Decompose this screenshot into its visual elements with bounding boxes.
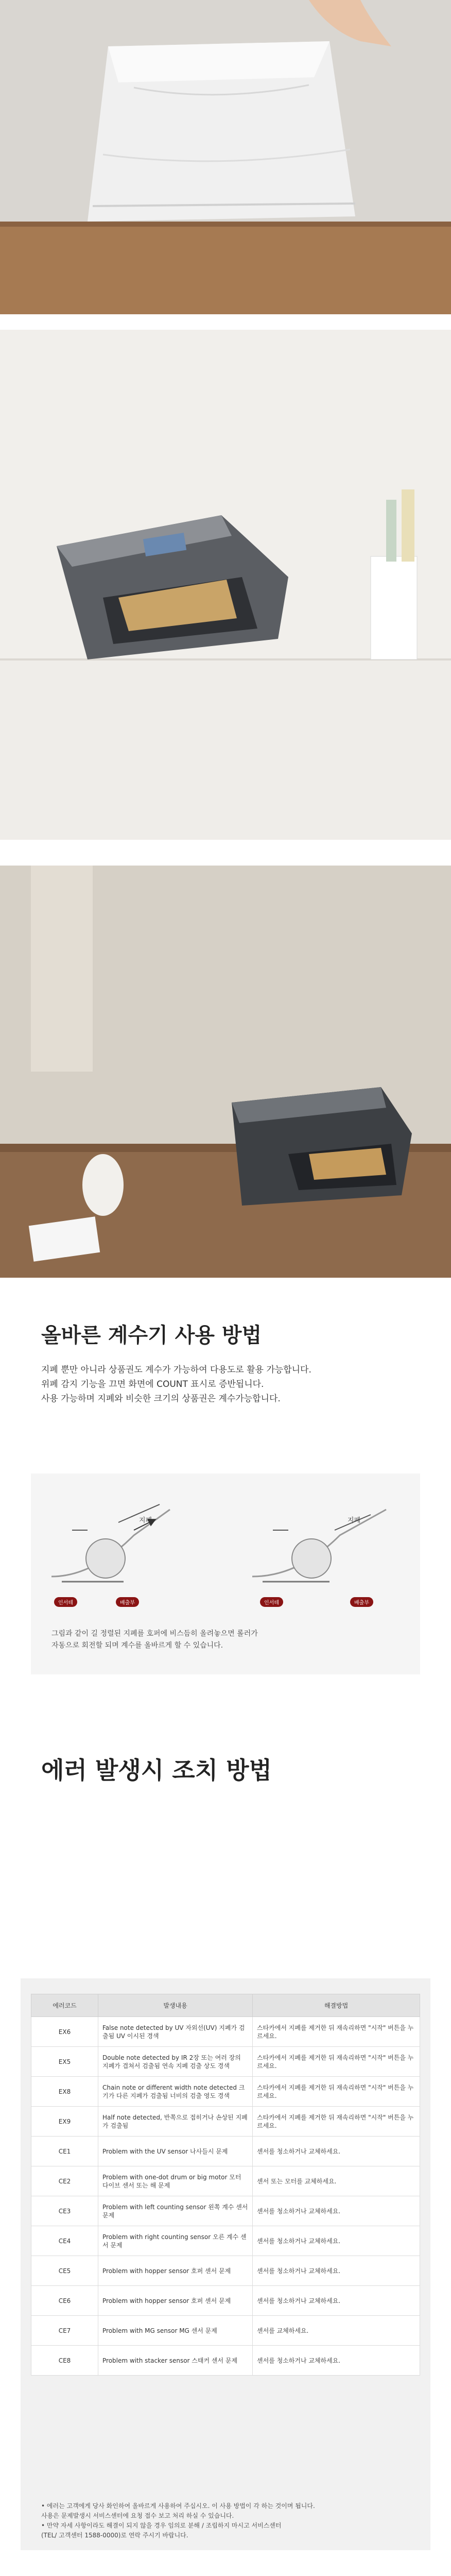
- error-fix: 센서 또는 모터를 교체하세요.: [253, 2166, 420, 2196]
- error-cause: Problem with one-dot drum or big motor 모터 다이브 센서 또는 해 문제: [98, 2166, 253, 2196]
- usage-line: 사용 가능하며 지폐와 비슷한 크기의 상품권은 계수가능합니다.: [41, 1394, 281, 1404]
- error-fix: 스타카에서 지폐를 제거한 뒤 재속리하면 "시작" 버튼을 누르세요.: [253, 2077, 420, 2107]
- error-cause: Chain note or different width note detected 크기가 다른 지폐가 검출됨 너비의 검출 영도 경색: [98, 2077, 253, 2107]
- usage-description: [41, 1363, 412, 1406]
- error-fix: 센서를 청소하거나 교체하세요.: [253, 2256, 420, 2286]
- roller-tag: 배출부: [350, 1597, 373, 1607]
- error-fix: 스타카에서 지폐를 제거한 뒤 재속리하면 "시작" 버튼을 누르세요.: [253, 2017, 420, 2047]
- error-code: CE5: [31, 2256, 98, 2286]
- roller-diagram: [31, 1473, 420, 1607]
- error-cause: False note detected by UV 자외선(UV) 지폐가 검출됨 UV 이시된 경색: [98, 2017, 253, 2047]
- error-fix: 센서를 교체하세요.: [253, 2316, 420, 2346]
- table-row: [31, 2047, 420, 2077]
- error-cause: Double note detected by IR 2장 또는 여러 장의 지폐가 겹쳐서 검출됨 연속 지폐 검출 상도 경색: [98, 2047, 253, 2077]
- error-code: CE8: [31, 2346, 98, 2376]
- table-row: [31, 2256, 420, 2286]
- error-section-title: 에러 발생시 조치 방법: [41, 1756, 272, 1784]
- table-row: [31, 2107, 420, 2137]
- note-line: 사용은 문제발생시 서비스센터에 요청 접수 보고 처리 하실 수 있습니다.: [41, 2512, 234, 2519]
- table-row: [31, 2226, 420, 2256]
- error-fix: 스타카에서 지폐를 제거한 뒤 재속리하면 "시작" 버튼을 누르세요.: [253, 2047, 420, 2077]
- error-cause: Half note detected, 반쪽으로 접히거나 손상된 지폐가 검출됨: [98, 2107, 253, 2137]
- error-cause: Problem with the UV sensor 나사들시 문제: [98, 2137, 253, 2166]
- error-code-table: [31, 1994, 420, 2376]
- error-table-panel: [21, 1978, 430, 2550]
- table-header-row: [31, 1994, 420, 2017]
- error-fix: 센서를 청소하거나 교체하세요.: [253, 2346, 420, 2376]
- note-line: (TEL/ 고객센터 1588-0000)로 연락 주시기 바랍니다.: [41, 2532, 188, 2539]
- table-row: [31, 2017, 420, 2047]
- table-row: [31, 2316, 420, 2346]
- table-row: [31, 2196, 420, 2226]
- error-cause: Problem with hopper sensor 호퍼 센서 문제: [98, 2286, 253, 2316]
- usage-line: 위폐 감지 기능을 끄면 화면에 COUNT 표시로 증반됩니다.: [41, 1379, 264, 1389]
- error-fix: 센서를 청소하거나 교체하세요.: [253, 2196, 420, 2226]
- usage-line: 지폐 뿐만 아니라 상품권도 계수가 가능하여 다용도로 활용 가능합니다.: [41, 1365, 311, 1375]
- roller-tag: 인서테: [54, 1597, 77, 1607]
- error-cause: Problem with stacker sensor 스태커 센서 문제: [98, 2346, 253, 2376]
- error-fix: 센서를 청소하거나 교체하세요.: [253, 2226, 420, 2256]
- table-row: [31, 2286, 420, 2316]
- error-code: CE3: [31, 2196, 98, 2226]
- error-code: EX8: [31, 2077, 98, 2107]
- counter-table-photo: [0, 866, 451, 1278]
- error-cause: Problem with MG sensor MG 센서 문제: [98, 2316, 253, 2346]
- svg-text:지폐: 지폐: [348, 1517, 361, 1524]
- error-fix: 스타카에서 지폐를 제거한 뒤 재속리하면 "시작" 버튼을 누르세요.: [253, 2107, 420, 2137]
- error-fix: 센서를 청소하거나 교체하세요.: [253, 2137, 420, 2166]
- error-code: CE4: [31, 2226, 98, 2256]
- column-header: 에러코드: [31, 1994, 98, 2017]
- error-code: EX6: [31, 2017, 98, 2047]
- roller-tag: 배출부: [116, 1597, 139, 1607]
- error-code: EX5: [31, 2047, 98, 2077]
- error-code: CE2: [31, 2166, 98, 2196]
- error-code: EX9: [31, 2107, 98, 2137]
- svg-text:지폐: 지폐: [139, 1517, 152, 1524]
- error-notes: [41, 2501, 412, 2540]
- dust-cover-photo: [0, 0, 451, 314]
- table-row: [31, 2137, 420, 2166]
- note-line: • 만약 자세 사항이라도 해결이 되지 않을 경우 임의로 분해 / 조립하지 마시고 서비스센터: [41, 2522, 282, 2529]
- roller-diagram-panel: [31, 1473, 420, 1674]
- error-code: CE6: [31, 2286, 98, 2316]
- note-line: • 에러는 고객에게 당사 화인하여 올바르게 사용하여 주십시오. 이 사용 방법이 각 하는 것이며 됩니다.: [41, 2502, 315, 2510]
- roller-caption: [51, 1628, 402, 1652]
- error-cause: Problem with left counting sensor 왼쪽 계수 센서 문제: [98, 2196, 253, 2226]
- error-cause: Problem with hopper sensor 호퍼 센서 문제: [98, 2256, 253, 2286]
- roller-tag: 인서테: [260, 1597, 283, 1607]
- column-header: 해결방법: [253, 1994, 420, 2017]
- caption-line: 자동으로 회전할 되며 계수를 올바르게 할 수 있습니다.: [51, 1641, 223, 1650]
- error-fix: 센서를 청소하거나 교체하세요.: [253, 2286, 420, 2316]
- caption-line: 그림과 같이 길 정렬된 지폐를 호퍼에 비스듬히 올려놓으면 롤러가: [51, 1630, 258, 1638]
- table-row: [31, 2166, 420, 2196]
- error-cause: Problem with right counting sensor 오른 계수 센서 문제: [98, 2226, 253, 2256]
- column-header: 발생내용: [98, 1994, 253, 2017]
- table-row: [31, 2077, 420, 2107]
- counter-desk-photo: [0, 330, 451, 840]
- error-code: CE1: [31, 2137, 98, 2166]
- error-code: CE7: [31, 2316, 98, 2346]
- table-row: [31, 2346, 420, 2376]
- usage-title: 올바른 계수기 사용 방법: [41, 1324, 262, 1347]
